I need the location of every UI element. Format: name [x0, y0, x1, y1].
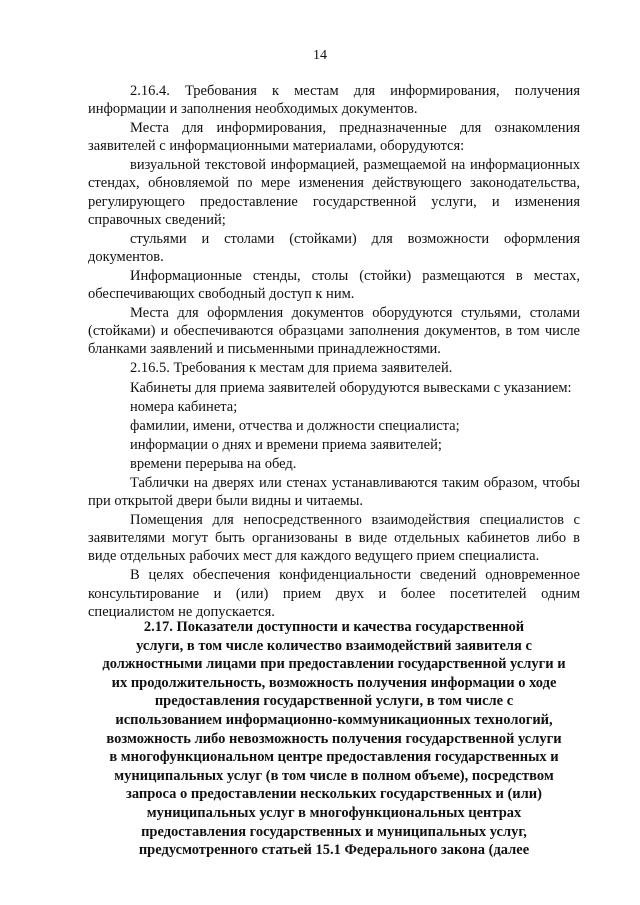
- list-item-reception-days: информации о днях и времени приема заявителей;: [130, 436, 442, 453]
- list-item-visual-info: визуальной текстовой информацией, размещаемой на информационных стендах, обновляемой по мере изменения действующего законодательства, регулирующего предоставление государственной услуги, и изменения справочных сведений;: [88, 157, 580, 228]
- page-number: 14: [313, 48, 327, 63]
- heading-line: 2.17. Показатели доступности и качества государственной: [143, 619, 525, 635]
- paragraph-info-stands: Информационные стенды, столы (стойки) размещаются в местах, обеспечивающих свободный доступ к ним.: [88, 267, 580, 303]
- list-item-office-number: номера кабинета;: [130, 398, 238, 415]
- paragraph-info-places: Места для информирования, предназначенные для ознакомления заявителей с информационными материалами, оборудуются:: [88, 120, 580, 155]
- paragraph-signs: Таблички на дверях или стенах устанавливаются таким образом, чтобы при открытой двери были видны и читаемы.: [88, 474, 580, 510]
- paragraph-rooms: Помещения для непосредственного взаимодействия специалистов с заявителями могут быть организованы в виде отдельных кабинетов либо в виде отдельных рабочих мест для каждого ведущего прием специалиста.: [88, 512, 580, 565]
- body-text: [88, 82, 580, 621]
- paragraph-2-16-5: 2.16.5. Требования к местам для приема заявителей.: [130, 360, 453, 377]
- heading-line: должностными лицами при предоставлении государственной услуги и: [102, 656, 566, 673]
- heading-line: услуги, в том числе количество взаимодействий заявителя с: [136, 637, 532, 654]
- paragraph-confidentiality: В целях обеспечения конфиденциальности сведений одновременное консультирование и (или) прием двух и более посетителей одним специалистом не допускается.: [88, 567, 580, 620]
- list-item-lunch-break: времени перерыва на обед.: [130, 455, 297, 472]
- section-heading-2-17: [88, 618, 580, 860]
- list-item-specialist-name: фамилии, имени, отчества и должности специалиста;: [130, 417, 460, 434]
- heading-line: предоставления государственных и муниципальных услуг,: [141, 823, 527, 840]
- paragraph-2-16-4: 2.16.4. Требования к местам для информирования, получения информации и заполнения необходимых документов.: [88, 83, 580, 118]
- heading-line: возможность либо невозможность получения государственной услуги: [106, 730, 562, 747]
- heading-line: предусмотренного статьей 15.1 Федерального закона (далее: [138, 842, 530, 859]
- list-item-chairs-tables: стульями и столами (стойками) для возможности оформления документов.: [88, 230, 580, 265]
- heading-line: муниципальных услуг (в том числе в полном объеме), посредством: [114, 767, 554, 784]
- paragraph-document-places: Места для оформления документов оборудуются стульями, столами (стойками) и обеспечиваются образцами заполнения документов, в том числе бланками заявлений и письменными принадлежностями.: [88, 305, 580, 358]
- heading-line: запроса о предоставлении нескольких государственных и (или): [126, 786, 542, 803]
- heading-line: использованием информационно-коммуникационных технологий,: [115, 711, 553, 728]
- heading-line: предоставления государственной услуги, в том числе с: [154, 693, 514, 710]
- heading-line: муниципальных услуг в многофункциональных центрах: [146, 804, 522, 821]
- heading-line: в многофункциональном центре предоставления государственных и: [109, 749, 559, 766]
- heading-line: их продолжительность, возможность получения информации о ходе: [111, 674, 557, 691]
- paragraph-offices: Кабинеты для приема заявителей оборудуются вывесками с указанием:: [130, 379, 572, 396]
